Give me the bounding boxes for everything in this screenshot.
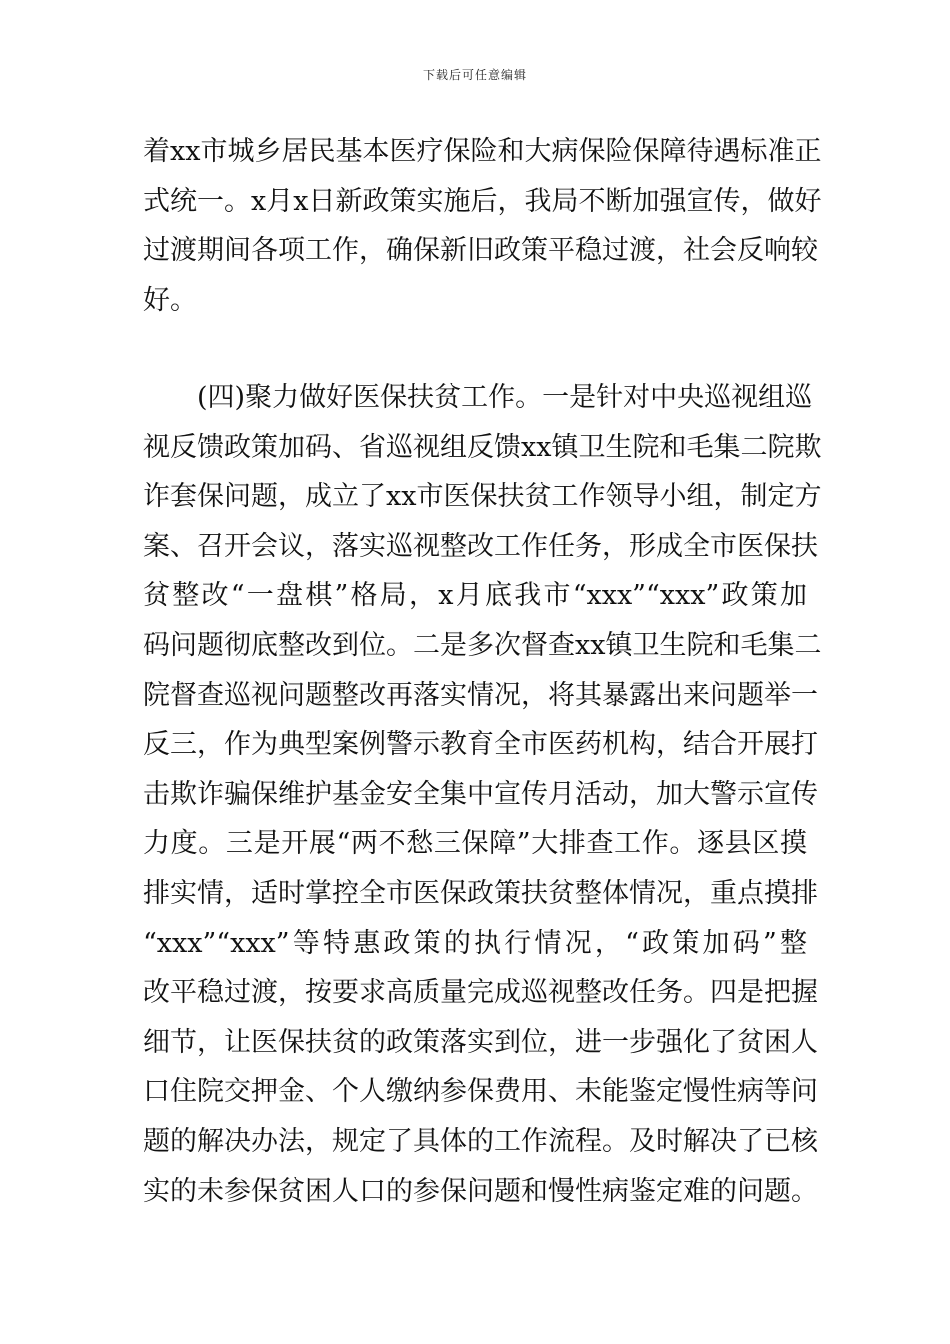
paragraph-line: 实的未参保贫困人口的参保问题和慢性病鉴定难的问题。 xyxy=(143,1175,818,1207)
paragraph-line: 反三，作为典型案例警示教育全市医药机构，结合开展打 xyxy=(143,729,818,761)
paragraph-line: “xxx”“xxx”等特惠政策的执行情况，“政策加码”整 xyxy=(143,927,807,959)
paragraph-line: 式统一。x月x日新政策实施后，我局不断加强宣传，做好 xyxy=(143,185,822,217)
paragraph-line: 码问题彻底整改到位。二是多次督查xx镇卫生院和毛集二 xyxy=(143,629,822,661)
paragraph-line: 力度。三是开展“两不愁三保障”大排查工作。逐县区摸 xyxy=(143,828,807,860)
paragraph-1 xyxy=(143,127,822,325)
paragraph-line: 细节，让医保扶贫的政策落实到位，进一步强化了贫困人 xyxy=(143,1026,818,1058)
paragraph-line: 院督查巡视问题整改再落实情况，将其暴露出来问题举一 xyxy=(143,679,818,711)
paragraph-2 xyxy=(143,373,822,1216)
header-note: 下载后可任意编辑 xyxy=(422,68,527,82)
paragraph-line: 题的解决办法，规定了具体的工作流程。及时解决了已核 xyxy=(143,1125,818,1157)
paragraph-line: 着xx市城乡居民基本医疗保险和大病保险保障待遇标准正 xyxy=(143,136,822,167)
paragraph-line: 视反馈政策加码、省巡视组反馈xx镇卫生院和毛集二院欺 xyxy=(143,431,822,463)
paragraph-line: 口住院交押金、个人缴纳参保费用、未能鉴定慢性病等问 xyxy=(143,1076,818,1108)
paragraph-line: 过渡期间各项工作，确保新旧政策平稳过渡，社会反响较 xyxy=(143,235,818,267)
paragraph-line: 贫整改“一盘棋”格局，x月底我市“xxx”“xxx”政策加 xyxy=(143,580,807,612)
paragraph-line: (四)聚力做好医保扶贫工作。一是针对中央巡视组巡 xyxy=(143,382,813,413)
paragraph-line: 排实情，适时掌控全市医保政策扶贫整体情况，重点摸排 xyxy=(143,877,818,909)
paragraph-line: 改平稳过渡，按要求高质量完成巡视整改任务。四是把握 xyxy=(143,977,818,1009)
paragraph-line: 诈套保问题，成立了xx市医保扶贫工作领导小组，制定方 xyxy=(143,481,822,513)
paragraph-line: 击欺诈骗保维护基金安全集中宣传月活动，加大警示宣传 xyxy=(143,778,818,810)
paragraph-line: 好。 xyxy=(143,284,197,316)
paragraph-line: 案、召开会议，落实巡视整改工作任务，形成全市医保扶 xyxy=(143,530,818,562)
